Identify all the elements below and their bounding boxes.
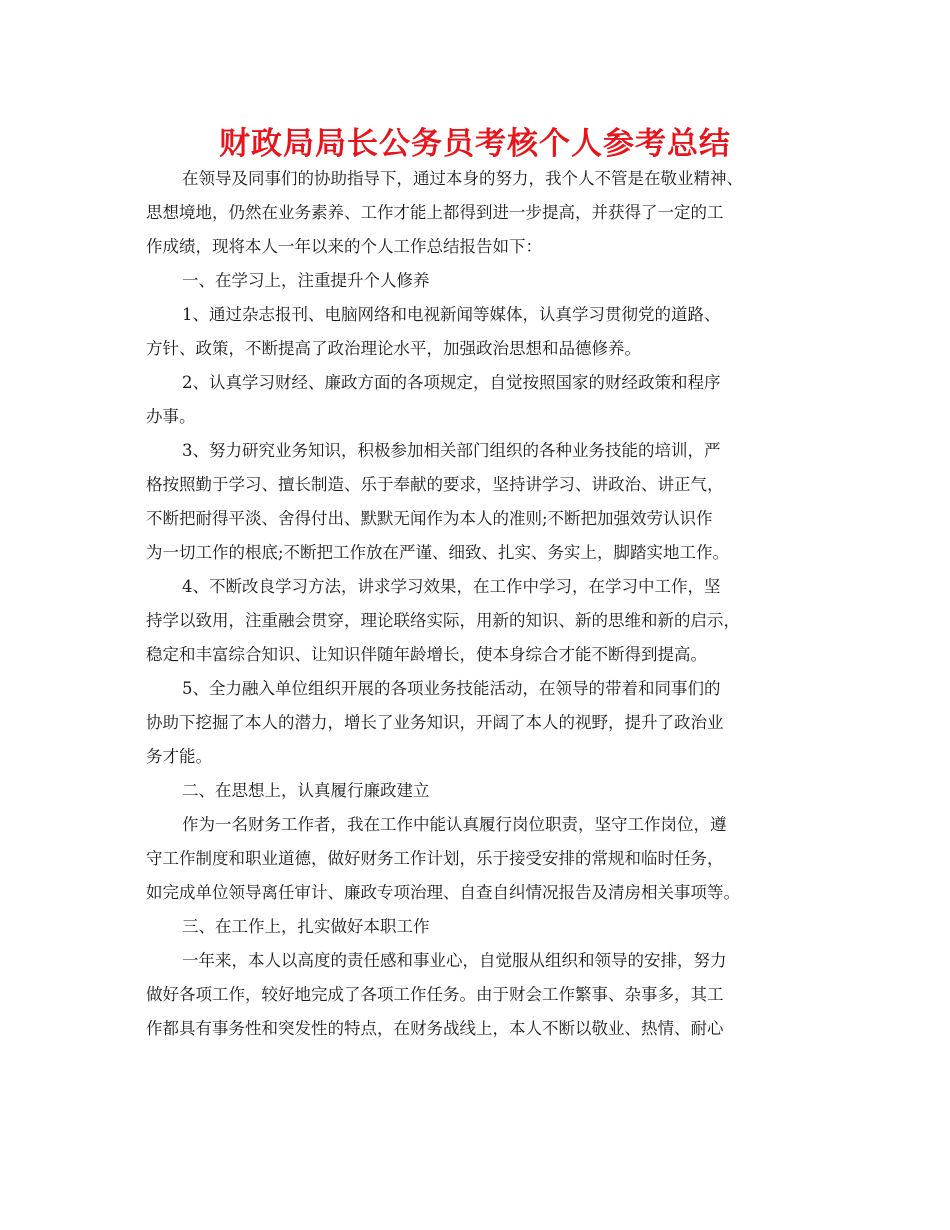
paragraph-line: 一年来，本人以高度的责任感和事业心，自觉服从组织和领导的安排，努力 (182, 951, 727, 970)
paragraph (146, 298, 818, 366)
paragraph-line: 持学以致用，注重融会贯穿，理论联络实际，用新的知识、新的思维和新的启示， (146, 611, 740, 630)
paragraph-line: 务才能。 (146, 747, 212, 766)
paragraph-line: 3、努力研究业务知识，积极参加相关部门组织的各种业务技能的培训，严 (182, 441, 721, 460)
paragraph-line: 如完成单位领导离任审计、廉政专项治理、自查自纠情况报告及清房相关事项等。 (146, 883, 740, 902)
paragraph-line: 思想境地，仍然在业务素养、工作才能上都得到进一步提高，并获得了一定的工 (146, 203, 724, 222)
document-title: 财政局局长公务员考核个人参考总结 (219, 126, 731, 162)
paragraph (146, 774, 818, 808)
paragraph-line: 4、不断改良学习方法，讲求学习效果，在工作中学习，在学习中工作，坚 (182, 577, 721, 596)
paragraph (146, 366, 818, 434)
paragraph (146, 910, 818, 944)
paragraph (146, 162, 818, 264)
paragraph-line: 作为一名财务工作者，我在工作中能认真履行岗位职责，坚守工作岗位，遵 (182, 815, 727, 834)
paragraph-line: 一、在学习上，注重提升个人修养 (182, 271, 430, 290)
paragraph (146, 808, 818, 910)
paragraph-line: 不断把耐得平淡、舍得付出、默默无闻作为本人的准则;不断把加强效劳认识作 (146, 509, 713, 528)
paragraph-line: 在领导及同事们的协助指导下，通过本身的努力，我个人不管是在敬业精神、 (182, 169, 743, 188)
paragraph-line: 2、认真学习财经、廉政方面的各项规定，自觉按照国家的财经政策和程序 (182, 373, 721, 392)
paragraph-line: 二、在思想上，认真履行廉政建立 (182, 781, 430, 800)
paragraph-line: 格按照勤于学习、擅长制造、乐于奉献的要求，坚持讲学习、讲政治、讲正气， (146, 475, 724, 494)
document-body (146, 162, 818, 1046)
paragraph-line: 1、通过杂志报刊、电脑网络和电视新闻等媒体，认真学习贯彻党的道路、 (182, 305, 721, 324)
paragraph-line: 作成绩，现将本人一年以来的个人工作总结报告如下： (146, 237, 542, 256)
paragraph-line: 为一切工作的根底;不断把工作放在严谨、细致、扎实、务实上，脚踏实地工作。 (146, 543, 730, 562)
paragraph-line: 办事。 (146, 407, 196, 426)
paragraph-line: 做好各项工作，较好地完成了各项工作任务。由于财会工作繁事、杂事多，其工 (146, 985, 724, 1004)
paragraph-line: 方针、政策，不断提高了政治理论水平，加强政治思想和品德修养。 (146, 339, 641, 358)
paragraph-line: 三、在工作上，扎实做好本职工作 (182, 917, 430, 936)
paragraph (146, 264, 818, 298)
paragraph (146, 672, 818, 774)
paragraph-line: 作都具有事务性和突发性的特点，在财务战线上，本人不断以敬业、热情、耐心 (146, 1019, 724, 1038)
paragraph-line: 守工作制度和职业道德，做好财务工作计划，乐于接受安排的常规和临时任务， (146, 849, 724, 868)
paragraph-line: 协助下挖掘了本人的潜力，增长了业务知识，开阔了本人的视野，提升了政治业 (146, 713, 724, 732)
paragraph (146, 570, 818, 672)
paragraph (146, 434, 818, 570)
paragraph-line: 稳定和丰富综合知识、让知识伴随年龄增长，使本身综合才能不断得到提高。 (146, 645, 707, 664)
paragraph (146, 944, 818, 1046)
paragraph-line: 5、全力融入单位组织开展的各项业务技能活动，在领导的带着和同事们的 (182, 679, 721, 698)
